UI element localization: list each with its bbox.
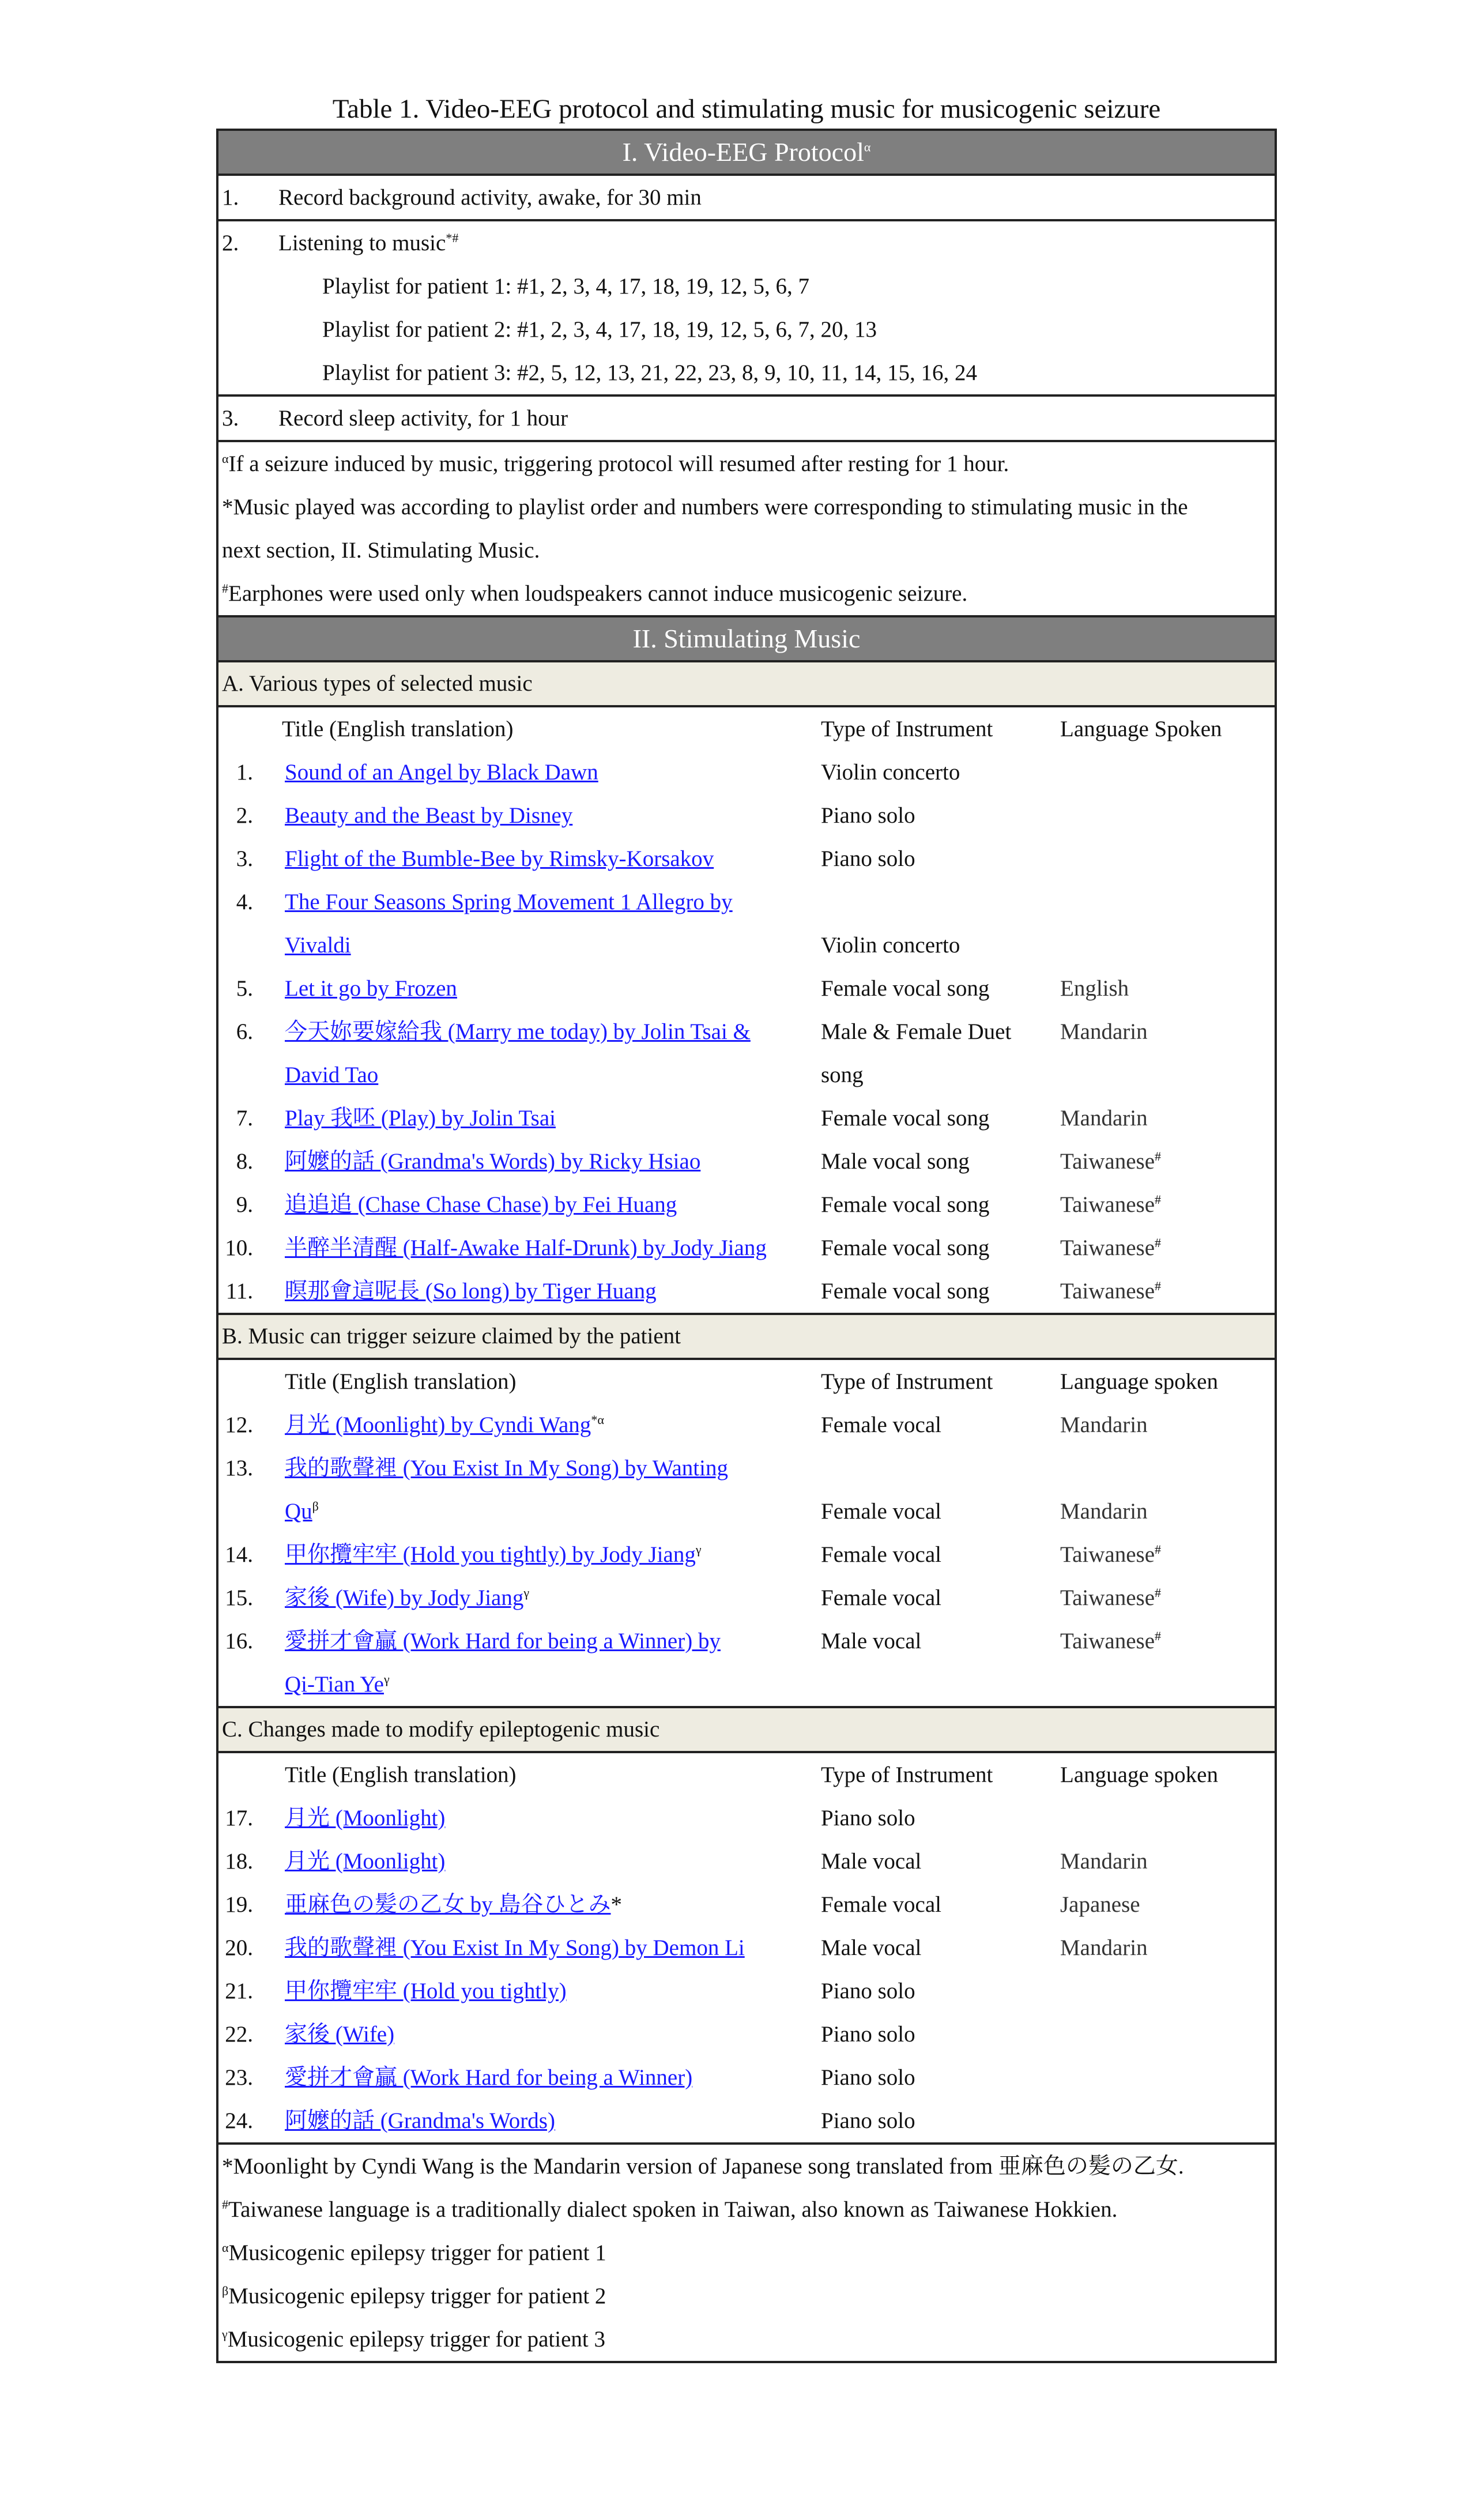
instrument-cell: Piano solo <box>821 803 915 828</box>
instrument-cell: Female vocal <box>821 1412 941 1437</box>
music-title-link[interactable]: 半醉半清醒 (Half-Awake Half-Drunk) by Jody Jiang <box>285 1235 767 1260</box>
instrument-cell: Male vocal <box>821 1935 922 1960</box>
row-number: 14. <box>225 1542 253 1567</box>
music-row <box>218 794 1275 837</box>
instrument-cell: song <box>821 1063 864 1087</box>
music-row <box>218 924 1275 967</box>
music-sections <box>218 662 1275 2145</box>
row-number: 16. <box>225 1629 253 1653</box>
language-cell: Mandarin <box>1060 1106 1148 1131</box>
row-number: 24. <box>225 2108 253 2133</box>
language-cell: Mandarin <box>1060 1019 1148 1044</box>
music-title-link[interactable]: 亜麻色の髪の乙女 by 島谷ひとみ <box>285 1892 611 1917</box>
protocol-header-text: I. Video-EEG Protocol <box>622 137 864 167</box>
row-number: 8. <box>236 1149 253 1174</box>
instrument-cell: Piano solo <box>821 2108 915 2133</box>
step-text: Listening to music <box>278 231 446 255</box>
note-sup: # <box>222 581 228 596</box>
step-number: 1. <box>222 185 239 210</box>
music-title-link[interactable]: 愛拼才會贏 (Work Hard for being a Winner) <box>285 2065 693 2090</box>
music-title-link[interactable]: 我的歌聲裡 (You Exist In My Song) by Wanting <box>285 1456 728 1481</box>
music-row <box>218 2099 1275 2142</box>
note-text: Earphones were used only when loudspeakers cannot induce musicogenic seizure. <box>228 581 968 606</box>
music-row <box>218 837 1275 880</box>
protocol-table <box>216 129 1277 2363</box>
footnote-text: Taiwanese language is a traditionally dialect spoken in Taiwan, also known as Taiwanese Hokkien. <box>228 2197 1118 2222</box>
music-row <box>218 1533 1275 1576</box>
column-header-row <box>218 707 1275 751</box>
instrument-cell: Violin concerto <box>821 760 960 785</box>
language-sup: # <box>1155 1279 1162 1293</box>
column-header-row <box>218 1753 1275 1796</box>
language-cell: English <box>1060 976 1129 1001</box>
playlist-patient-1: Playlist for patient 1: #1, 2, 3, 4, 17, 18, 19, 12, 5, 6, 7 <box>322 274 809 299</box>
title-sup: *α <box>591 1412 604 1427</box>
title-sup: γ <box>695 1542 702 1557</box>
language-cell: Taiwanese <box>1060 1192 1155 1217</box>
title-sup: β <box>312 1499 319 1513</box>
music-row <box>218 1226 1275 1270</box>
row-number: 5. <box>236 976 253 1001</box>
instrument-cell: Piano solo <box>821 1979 915 2003</box>
title-sup: γ <box>383 1672 390 1686</box>
footnote-sup: β <box>222 2284 229 2298</box>
section-body <box>218 1753 1275 2145</box>
music-title-link[interactable]: 愛拼才會贏 (Work Hard for being a Winner) by <box>285 1629 721 1653</box>
row-number: 2. <box>236 803 253 828</box>
playlist-patient-3: Playlist for patient 3: #2, 5, 12, 13, 21, 22, 23, 8, 9, 10, 11, 14, 15, 16, 24 <box>322 360 978 385</box>
protocol-header-sup: α <box>864 140 871 155</box>
document <box>216 89 1277 2363</box>
instrument-cell: Female vocal song <box>821 976 990 1001</box>
note-text: next section, II. Stimulating Music. <box>222 538 540 563</box>
column-header-instrument: Type of Instrument <box>821 717 993 741</box>
column-header-title: Title (English translation) <box>285 1762 517 1787</box>
row-number: 7. <box>236 1106 253 1131</box>
column-header-title: Title (English translation) <box>285 1369 517 1394</box>
music-title-link[interactable]: 月光 (Moonlight) <box>285 1849 446 1874</box>
music-row <box>218 2013 1275 2056</box>
instrument-cell: Male vocal <box>821 1849 922 1874</box>
instrument-cell: Male vocal <box>821 1629 922 1653</box>
instrument-cell: Piano solo <box>821 846 915 871</box>
footnotes <box>218 2145 1275 2363</box>
section-body <box>218 707 1275 1315</box>
music-title-link[interactable]: The Four Seasons Spring Movement 1 Allegro by <box>285 890 733 914</box>
music-title-link[interactable]: 今天妳要嫁給我 (Marry me today) by Jolin Tsai & <box>285 1019 751 1044</box>
music-row <box>218 1140 1275 1183</box>
music-row <box>218 1447 1275 1490</box>
music-row <box>218 1883 1275 1926</box>
row-number: 10. <box>225 1235 253 1260</box>
row-number: 19. <box>225 1892 253 1917</box>
row-number: 6. <box>236 1019 253 1044</box>
music-row <box>218 1183 1275 1226</box>
protocol-header <box>218 131 1275 176</box>
music-row <box>218 1969 1275 2013</box>
language-cell: Mandarin <box>1060 1849 1148 1874</box>
music-title-link[interactable]: 甲你攬牢牢 (Hold you tightly) <box>285 1979 567 2003</box>
music-row <box>218 1270 1275 1313</box>
footnote-sup: γ <box>222 2327 228 2341</box>
row-number: 9. <box>236 1192 253 1217</box>
step-text: Record sleep activity, for 1 hour <box>278 406 568 431</box>
music-title-link[interactable]: 暝那會這呢長 (So long) by Tiger Huang <box>285 1279 657 1304</box>
row-number: 23. <box>225 2065 253 2090</box>
music-title-link[interactable]: Beauty and the Beast by Disney <box>285 803 573 828</box>
language-sup: # <box>1155 1542 1162 1557</box>
language-cell: Mandarin <box>1060 1499 1148 1524</box>
note-text: *Music played was according to playlist order and numbers were corresponding to stimulating music in the <box>222 495 1188 519</box>
music-row <box>218 1010 1275 1053</box>
instrument-cell: Male & Female Duet <box>821 1019 1012 1044</box>
music-title-link[interactable]: Vivaldi <box>285 933 351 958</box>
footnote-sup: # <box>222 2197 228 2212</box>
column-header-language: Language spoken <box>1060 1762 1218 1787</box>
language-cell: Taiwanese <box>1060 1279 1155 1304</box>
music-title-link[interactable]: 阿嬤的話 (Grandma's Words) by Ricky Hsiao <box>285 1149 701 1174</box>
music-title-link[interactable]: 月光 (Moonlight) by Cyndi Wang <box>285 1412 591 1437</box>
music-row <box>218 1576 1275 1619</box>
music-title-link[interactable]: Play 我呸 (Play) by Jolin Tsai <box>285 1106 556 1131</box>
row-number: 12. <box>225 1412 253 1437</box>
music-row <box>218 967 1275 1010</box>
instrument-cell: Piano solo <box>821 2022 915 2047</box>
music-row <box>218 880 1275 924</box>
language-cell: Japanese <box>1060 1892 1140 1917</box>
music-title-link[interactable]: Let it go by Frozen <box>285 976 457 1001</box>
music-row <box>218 1403 1275 1447</box>
instrument-cell: Violin concerto <box>821 933 960 958</box>
footnote-text: Musicogenic epilepsy trigger for patient 2 <box>228 2284 606 2308</box>
language-sup: # <box>1155 1629 1162 1643</box>
row-number: 11. <box>225 1279 253 1304</box>
instrument-cell: Female vocal <box>821 1892 941 1917</box>
instrument-cell: Male vocal song <box>821 1149 970 1174</box>
music-title-link[interactable]: Flight of the Bumble-Bee by Rimsky-Korsakov <box>285 846 714 871</box>
section-heading: C. Changes made to modify epileptogenic music <box>218 1708 1275 1753</box>
step-text: Record background activity, awake, for 30 min <box>278 185 702 210</box>
music-row <box>218 1663 1275 1706</box>
instrument-cell: Piano solo <box>821 1806 915 1830</box>
table-caption: Table 1. Video-EEG protocol and stimulating music for musicogenic seizure <box>332 94 1161 124</box>
footnote-text: Musicogenic epilepsy trigger for patient 3 <box>227 2327 605 2352</box>
instrument-cell: Piano solo <box>821 2065 915 2090</box>
language-cell: Mandarin <box>1060 1412 1148 1437</box>
music-title-link[interactable]: Sound of an Angel by Black Dawn <box>285 760 598 785</box>
column-header-language: Language spoken <box>1060 1369 1218 1394</box>
music-title-link[interactable]: 甲你攬牢牢 (Hold you tightly) by Jody Jiang <box>285 1542 696 1567</box>
section-body <box>218 1360 1275 1708</box>
row-number: 20. <box>225 1935 253 1960</box>
row-number: 15. <box>225 1585 253 1610</box>
note-text: If a seizure induced by music, triggering protocol will resumed after resting for 1 hour. <box>228 451 1009 476</box>
row-number: 4. <box>236 890 253 914</box>
title-sup: γ <box>523 1585 530 1600</box>
music-row <box>218 1619 1275 1663</box>
section-heading: B. Music can trigger seizure claimed by the patient <box>218 1315 1275 1360</box>
row-number: 17. <box>225 1806 253 1830</box>
row-number: 13. <box>225 1456 253 1481</box>
instrument-cell: Female vocal song <box>821 1235 990 1260</box>
row-number: 18. <box>225 1849 253 1874</box>
instrument-cell: Female vocal <box>821 1585 941 1610</box>
language-cell: Mandarin <box>1060 1935 1148 1960</box>
language-cell: Taiwanese <box>1060 1149 1155 1174</box>
protocol-step-3 <box>218 397 1275 442</box>
instrument-cell: Female vocal <box>821 1499 941 1524</box>
music-row <box>218 1097 1275 1140</box>
music-row <box>218 1490 1275 1533</box>
instrument-cell: Female vocal song <box>821 1106 990 1131</box>
step-number: 2. <box>222 231 239 255</box>
language-cell: Taiwanese <box>1060 1542 1155 1567</box>
music-title-link[interactable]: 追追追 (Chase Chase Chase) by Fei Huang <box>285 1192 677 1217</box>
row-number: 3. <box>236 846 253 871</box>
protocol-step-2 <box>218 221 1275 397</box>
note-sup: α <box>222 451 229 466</box>
music-title-link[interactable]: 我的歌聲裡 (You Exist In My Song) by Demon Li <box>285 1935 745 1960</box>
section-heading: A. Various types of selected music <box>218 662 1275 707</box>
music-row <box>218 1840 1275 1883</box>
footnote-text: Musicogenic epilepsy trigger for patient 1 <box>228 2240 606 2265</box>
music-title-link[interactable]: 家後 (Wife) <box>285 2022 395 2047</box>
row-number: 21. <box>225 1979 253 2003</box>
column-header-language: Language Spoken <box>1060 717 1222 741</box>
footnote-sup: α <box>222 2240 229 2255</box>
title-mark: * <box>610 1892 623 1917</box>
music-row <box>218 1796 1275 1840</box>
music-title-link[interactable]: Qi-Tian Ye <box>285 1672 384 1697</box>
instrument-cell: Female vocal song <box>821 1279 990 1304</box>
language-sup: # <box>1155 1585 1162 1600</box>
step-number: 3. <box>222 406 239 431</box>
column-header-row <box>218 1360 1275 1403</box>
music-title-link[interactable]: 家後 (Wife) by Jody Jiang <box>285 1585 524 1610</box>
language-sup: # <box>1155 1149 1162 1163</box>
instrument-cell: Female vocal <box>821 1542 941 1567</box>
music-title-link[interactable]: David Tao <box>285 1063 379 1087</box>
row-number: 1. <box>236 760 253 785</box>
step-sup: *# <box>446 231 459 245</box>
protocol-step-1 <box>218 176 1275 221</box>
row-number: 22. <box>225 2022 253 2047</box>
music-title-link[interactable]: 月光 (Moonlight) <box>285 1806 446 1830</box>
music-header: II. Stimulating Music <box>218 617 1275 662</box>
music-row <box>218 1053 1275 1097</box>
footnote-text: *Moonlight by Cyndi Wang is the Mandarin version of Japanese song translated from 亜麻色の髪の乙女. <box>222 2154 1184 2179</box>
column-header-title: Title (English translation) <box>282 717 514 741</box>
music-title-link[interactable]: Qu <box>285 1499 312 1524</box>
protocol-notes <box>218 442 1275 617</box>
column-header-instrument: Type of Instrument <box>821 1762 993 1787</box>
music-row <box>218 2056 1275 2099</box>
language-cell: Taiwanese <box>1060 1629 1155 1653</box>
column-header-instrument: Type of Instrument <box>821 1369 993 1394</box>
language-cell: Taiwanese <box>1060 1235 1155 1260</box>
language-sup: # <box>1155 1192 1162 1207</box>
music-title-link[interactable]: 阿嬤的話 (Grandma's Words) <box>285 2108 555 2133</box>
language-cell: Taiwanese <box>1060 1585 1155 1610</box>
playlist-patient-2: Playlist for patient 2: #1, 2, 3, 4, 17, 18, 19, 12, 5, 6, 7, 20, 13 <box>322 317 877 342</box>
instrument-cell: Female vocal song <box>821 1192 990 1217</box>
music-row <box>218 751 1275 794</box>
language-sup: # <box>1155 1235 1162 1250</box>
music-row <box>218 1926 1275 1969</box>
